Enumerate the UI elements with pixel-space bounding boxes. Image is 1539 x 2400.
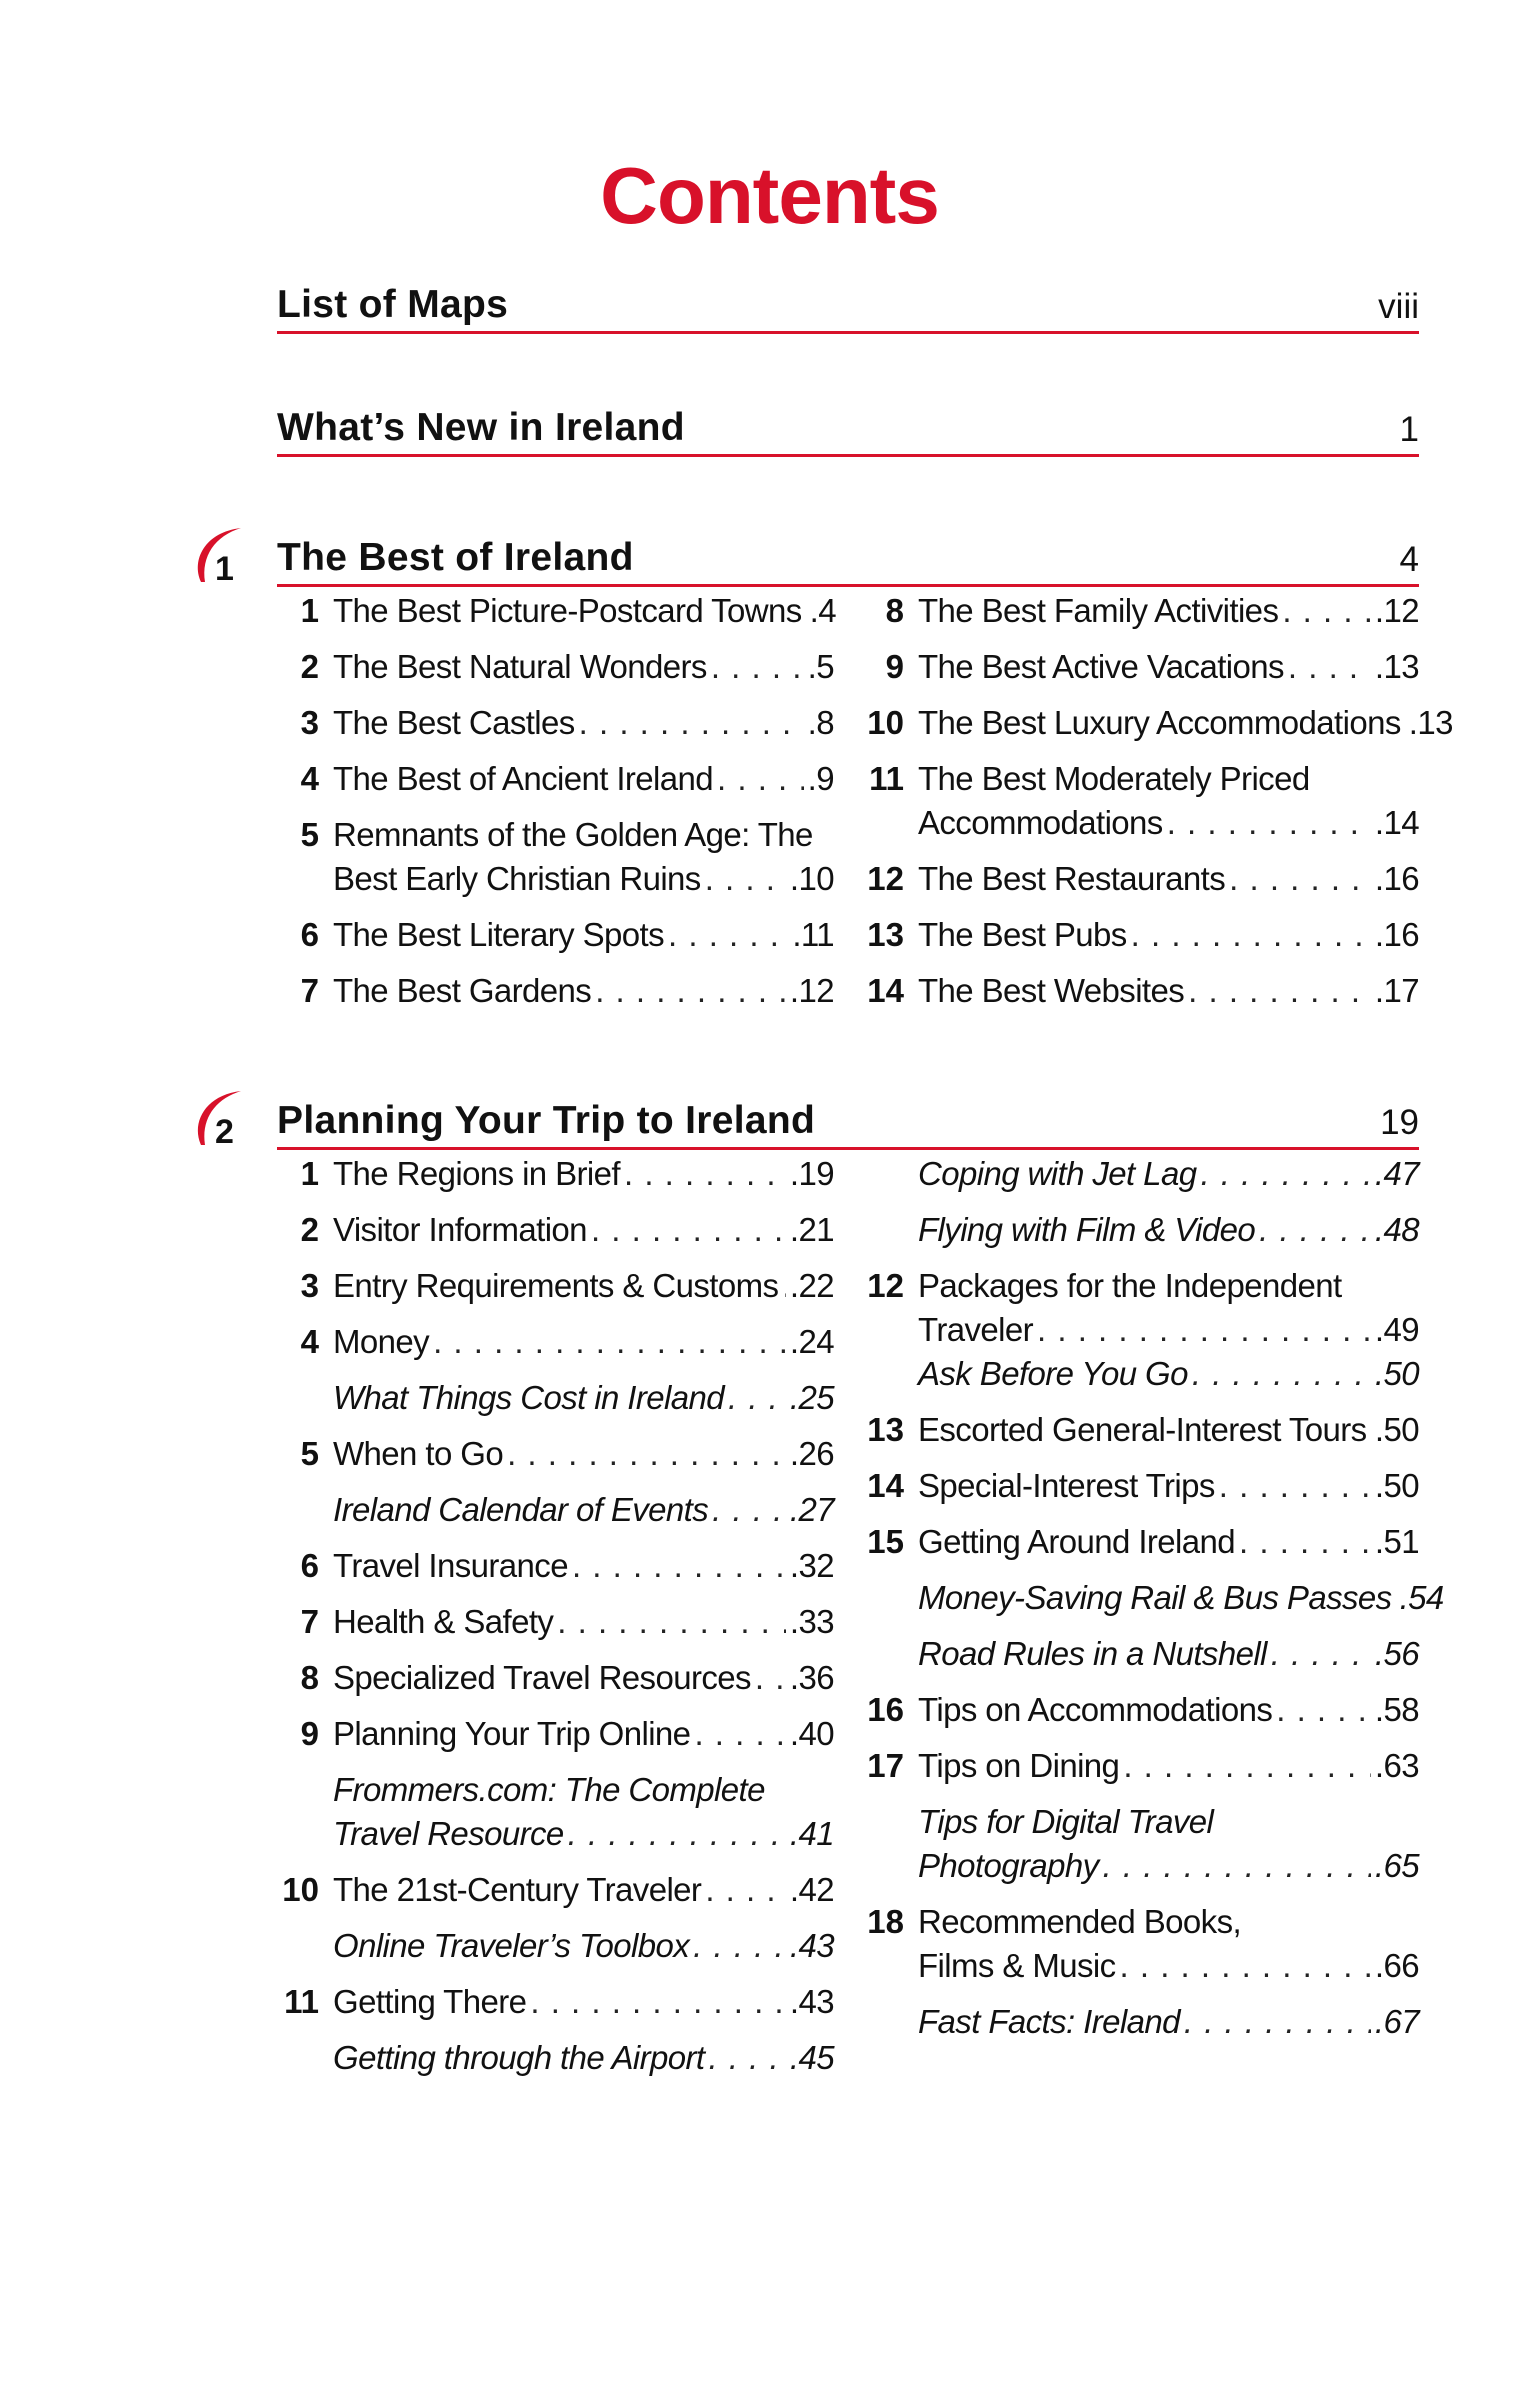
entry-number: 8 [300,1659,319,1696]
dot-leader [705,857,786,901]
entry-title-line: Entry Requirements & Customs [333,1267,779,1304]
entry-title-line: Ask Before You Go [918,1355,1188,1392]
entry-page: .51 [1374,1523,1419,1560]
entry-page: .16 [1374,916,1419,953]
dot-leader [1276,1688,1371,1732]
entry-page: .33 [789,1603,834,1640]
dot-leader [1271,1632,1371,1676]
entry-page: .5 [807,648,834,685]
dot-leader [1184,2000,1371,2044]
entry-title-line: The Regions in Brief [333,1155,620,1192]
dot-leader [693,1924,786,1968]
toc-chapter-1[interactable] [277,523,1419,587]
toc-chapter-2[interactable] [277,1086,1419,1150]
toc-entry[interactable] [862,1900,1419,1988]
entry-title-line: Road Rules in a Nutshell [918,1635,1267,1672]
section-title: What’s New in Ireland [277,406,685,449]
entry-page: .67 [1374,2003,1419,2040]
entry-page: .13 [1374,648,1419,685]
entry-title-line: The Best Gardens [333,972,592,1009]
entry-title-line: Tips on Dining [918,1747,1120,1784]
entry-title-line: The 21st-Century Traveler [333,1871,702,1908]
entry-title-line: Films & Music [918,1947,1116,1984]
entry-title-line: Health & Safety [333,1603,554,1640]
entry-page: .49 [1374,1311,1419,1348]
entry-title-line: Ireland Calendar of Events [333,1491,709,1528]
entry-page: .56 [1374,1635,1419,1672]
entry-title-line: Remnants of the Golden Age: The [333,816,813,853]
entry-title-line: The Best Picture-Postcard Towns [333,592,802,629]
toc-entry[interactable] [277,645,834,689]
dot-leader [568,1812,786,1856]
entry-number: 6 [300,1547,319,1584]
dot-leader [1288,645,1371,689]
dot-leader [1282,589,1371,633]
chapter-page: 4 [1399,540,1419,579]
entry-title-line: The Best Moderately Priced [918,760,1310,797]
toc-entry[interactable] [277,1432,834,1476]
toc-entry[interactable] [862,1264,1419,1352]
entry-page: .16 [1374,860,1419,897]
entry-page: .11 [792,916,834,953]
toc-entry[interactable] [862,701,1453,745]
entry-title-line: When to Go [333,1435,504,1472]
dot-leader [1167,801,1371,845]
entry-page: .48 [1374,1211,1419,1248]
entry-title-line: Getting There [333,1983,527,2020]
toc-entry[interactable] [862,1464,1419,1508]
chapter-number-badge [183,1083,273,1163]
entry-page: .40 [789,1715,834,1752]
toc-entry[interactable] [862,857,1419,901]
entry-page: .14 [1374,804,1419,841]
entry-title-line: Fast Facts: Ireland [918,2003,1180,2040]
entry-number: 13 [867,916,904,953]
toc-entry[interactable] [862,645,1419,689]
entry-page: .47 [1374,1155,1419,1192]
entry-page: .65 [1374,1847,1419,1884]
dot-leader [1037,1308,1371,1352]
dot-leader [694,1712,785,1756]
dot-leader [708,2036,785,2080]
entry-title-line: The Best Websites [918,972,1185,1009]
dot-leader [1188,969,1371,1013]
toc-entry[interactable] [862,1744,1419,1788]
entry-number: 9 [885,648,904,685]
toc-entry[interactable] [277,969,834,1013]
dot-leader [1200,1152,1370,1196]
page-title: Contents [600,151,939,240]
chapter-title: The Best of Ireland [277,536,634,579]
dot-leader [530,1980,786,2024]
entry-title-line: Online Traveler’s Toolbox [333,1927,690,1964]
dot-leader [728,1376,786,1420]
toc-entry[interactable] [277,1600,834,1644]
dot-leader [1120,1944,1371,1988]
entry-number: 2 [300,1211,319,1248]
entry-number: 10 [282,1871,319,1908]
entry-title-line: Planning Your Trip Online [333,1715,691,1752]
entry-number: 17 [867,1747,904,1784]
toc-subentry[interactable] [862,2000,1419,2044]
entry-number: 14 [867,972,904,1009]
dot-leader [507,1432,786,1476]
entry-page: .8 [807,704,834,741]
entry-title-line: The Best Pubs [918,916,1127,953]
entry-page: .27 [789,1491,834,1528]
entry-number: 3 [300,1267,319,1304]
entry-title-line: Coping with Jet Lag [918,1155,1197,1192]
entry-number: 7 [300,1603,319,1640]
entry-number: 11 [869,760,904,797]
toc-entry[interactable] [277,1544,834,1588]
entry-number: 1 [300,592,319,629]
entry-number: 16 [867,1691,904,1728]
entry-title-line: Escorted General-Interest Tours [918,1411,1367,1448]
entry-number: 4 [300,1323,319,1360]
entry-number: 5 [300,1435,319,1472]
chapter-1-right-column [862,589,1453,1013]
toc-subentry[interactable] [862,1352,1419,1396]
section-page: viii [1378,287,1419,326]
entry-title-line: Getting Around Ireland [918,1523,1236,1560]
entry-number: 12 [867,1267,904,1304]
chapter-title: Planning Your Trip to Ireland [277,1099,816,1142]
dot-leader [595,969,786,1013]
dot-leader [433,1320,786,1364]
toc-entry[interactable] [862,913,1419,957]
toc-entry[interactable] [277,1320,834,1364]
entry-title-line: The Best Natural Wonders [333,648,707,685]
entry-title-line: Money-Saving Rail & Bus Passes [918,1579,1392,1616]
entry-number: 12 [867,860,904,897]
entry-number: 10 [867,704,904,741]
dot-leader [1131,913,1371,957]
entry-number: 8 [885,592,904,629]
entry-page: .26 [789,1435,834,1472]
toc-subentry[interactable] [862,1800,1419,1888]
toc-entry[interactable] [862,757,1419,845]
entry-title-line: Tips for Digital Travel [918,1803,1214,1840]
entry-number: 13 [867,1411,904,1448]
entry-page: .50 [1374,1411,1419,1448]
toc-entry[interactable] [862,1408,1419,1452]
entry-page: .45 [789,2039,834,2076]
toc-entry[interactable] [277,1868,834,1912]
chapter-number: 2 [215,1113,234,1151]
entry-page: .58 [1374,1691,1419,1728]
toc-entry[interactable] [277,913,834,957]
entry-title-line: Best Early Christian Ruins [333,860,701,897]
toc-subentry[interactable] [277,1924,834,1968]
entry-title-line: Frommers.com: The Complete [333,1771,765,1808]
toc-entry[interactable] [277,1264,834,1308]
toc-section-whats-new[interactable] [277,393,1419,457]
toc-subentry[interactable] [277,1376,834,1420]
dot-leader [717,757,804,801]
dot-leader [705,1868,786,1912]
dot-leader [591,1208,786,1252]
entry-number: 7 [300,972,319,1009]
dot-leader [1229,857,1371,901]
toc-subentry[interactable] [277,1488,834,1532]
entry-number: 11 [284,1983,319,2020]
toc-entry[interactable] [277,1656,834,1700]
entry-number: 15 [867,1523,904,1560]
entry-number: 18 [867,1903,904,1940]
entry-title-line: Recommended Books, [918,1903,1242,1940]
toc-subentry[interactable] [277,2036,834,2080]
entry-number: 6 [300,916,319,953]
entry-page: .42 [789,1871,834,1908]
toc-subentry[interactable] [862,1152,1419,1196]
dot-leader [711,645,804,689]
entry-page: .17 [1374,972,1419,1009]
entry-title-line: Visitor Information [333,1211,587,1248]
entry-page: .63 [1374,1747,1419,1784]
toc-entry[interactable] [277,1712,834,1756]
entry-number: 1 [300,1155,319,1192]
entry-title-line: Travel Insurance [333,1547,568,1584]
section-title: List of Maps [277,283,509,326]
toc-entry[interactable] [862,1688,1419,1732]
entry-page: .50 [1374,1467,1419,1504]
entry-title-line: Specialized Travel Resources [333,1659,751,1696]
toc-entry[interactable] [277,701,834,745]
dot-leader [1259,1208,1371,1252]
entry-page: .66 [1374,1947,1419,1984]
chapter-1-left-column [277,589,834,1013]
entry-page: .41 [789,1815,834,1852]
entry-title-line: Packages for the Independent [918,1267,1342,1304]
entry-title-line: Traveler [918,1311,1034,1348]
dot-leader [557,1600,786,1644]
chapter-number: 1 [215,550,234,588]
dot-leader [1239,1520,1371,1564]
entry-title-line: The Best Literary Spots [333,916,665,953]
entry-number: 4 [300,760,319,797]
entry-page: .36 [789,1659,834,1696]
entry-title-line: What Things Cost in Ireland [333,1379,724,1416]
entry-title-line: Accommodations [918,804,1163,841]
toc-entry[interactable] [862,1520,1419,1564]
entry-title-line: The Best Family Activities [918,592,1279,629]
section-page: 1 [1399,410,1419,449]
entry-title-line: Getting through the Airport [333,2039,705,2076]
toc-entry[interactable] [277,589,834,633]
toc-entry[interactable] [277,757,834,801]
toc-subentry[interactable] [862,1632,1419,1676]
dot-leader [579,701,804,745]
toc-entry[interactable] [862,969,1419,1013]
entry-page: .43 [789,1927,834,1964]
toc-entry[interactable] [277,1152,834,1196]
dot-leader [1103,1844,1371,1888]
entry-number: 2 [300,648,319,685]
entry-title-line: The Best Castles [333,704,575,741]
entry-page: .25 [789,1379,834,1416]
entry-title-line: Travel Resource [333,1815,564,1852]
toc-subentry[interactable] [862,1208,1419,1252]
chapter-page: 19 [1380,1103,1419,1142]
chapter-2-left-column [277,1152,834,2080]
entry-title-line: Photography [918,1847,1099,1884]
dot-leader [572,1544,786,1588]
dot-leader [782,1264,786,1308]
dot-leader [712,1488,786,1532]
entry-page: .9 [807,760,834,797]
toc-subentry[interactable] [862,1576,1444,1620]
entry-page: .22 [789,1267,834,1304]
dot-leader [755,1656,786,1700]
toc-entry[interactable] [277,813,834,901]
dot-leader [624,1152,786,1196]
dot-leader [1123,1744,1371,1788]
dot-leader [1192,1352,1371,1396]
entry-page: .10 [789,860,834,897]
toc-entry[interactable] [862,589,1419,633]
entry-page: .24 [789,1323,834,1360]
entry-title-line: Money [333,1323,430,1360]
entry-page: .19 [789,1155,834,1192]
entry-title-line: The Best Active Vacations [918,648,1284,685]
entry-page: .43 [789,1983,834,2020]
entry-title-line: Tips on Accommodations [918,1691,1273,1728]
entry-number: 9 [300,1715,319,1752]
entry-number: 3 [300,704,319,741]
entry-number: 14 [867,1467,904,1504]
toc-section-list-of-maps[interactable] [277,270,1419,334]
entry-title-line: The Best Restaurants [918,860,1226,897]
entry-number: 5 [300,816,319,853]
entry-title-line: The Best Luxury Accommodations [918,704,1401,741]
entry-title-line: Special-Interest Trips [918,1467,1215,1504]
entry-page: .12 [1374,592,1419,629]
toc-subentry[interactable] [277,1768,834,1856]
entry-page: .50 [1374,1355,1419,1392]
toc-entry[interactable] [277,1208,834,1252]
chapter-2-right-column [862,1152,1444,2044]
entry-page: .21 [789,1211,834,1248]
entry-page: .32 [789,1547,834,1584]
dot-leader [668,913,788,957]
dot-leader [1219,1464,1371,1508]
toc-entry[interactable] [277,1980,834,2024]
entry-page: .13 [1408,704,1453,741]
entry-page: .54 [1399,1579,1444,1616]
entry-page: .4 [809,592,836,629]
entry-page: .12 [789,972,834,1009]
entry-title-line: The Best of Ancient Ireland [333,760,714,797]
chapter-number-badge [183,520,273,600]
entry-title-line: Flying with Film & Video [918,1211,1256,1248]
